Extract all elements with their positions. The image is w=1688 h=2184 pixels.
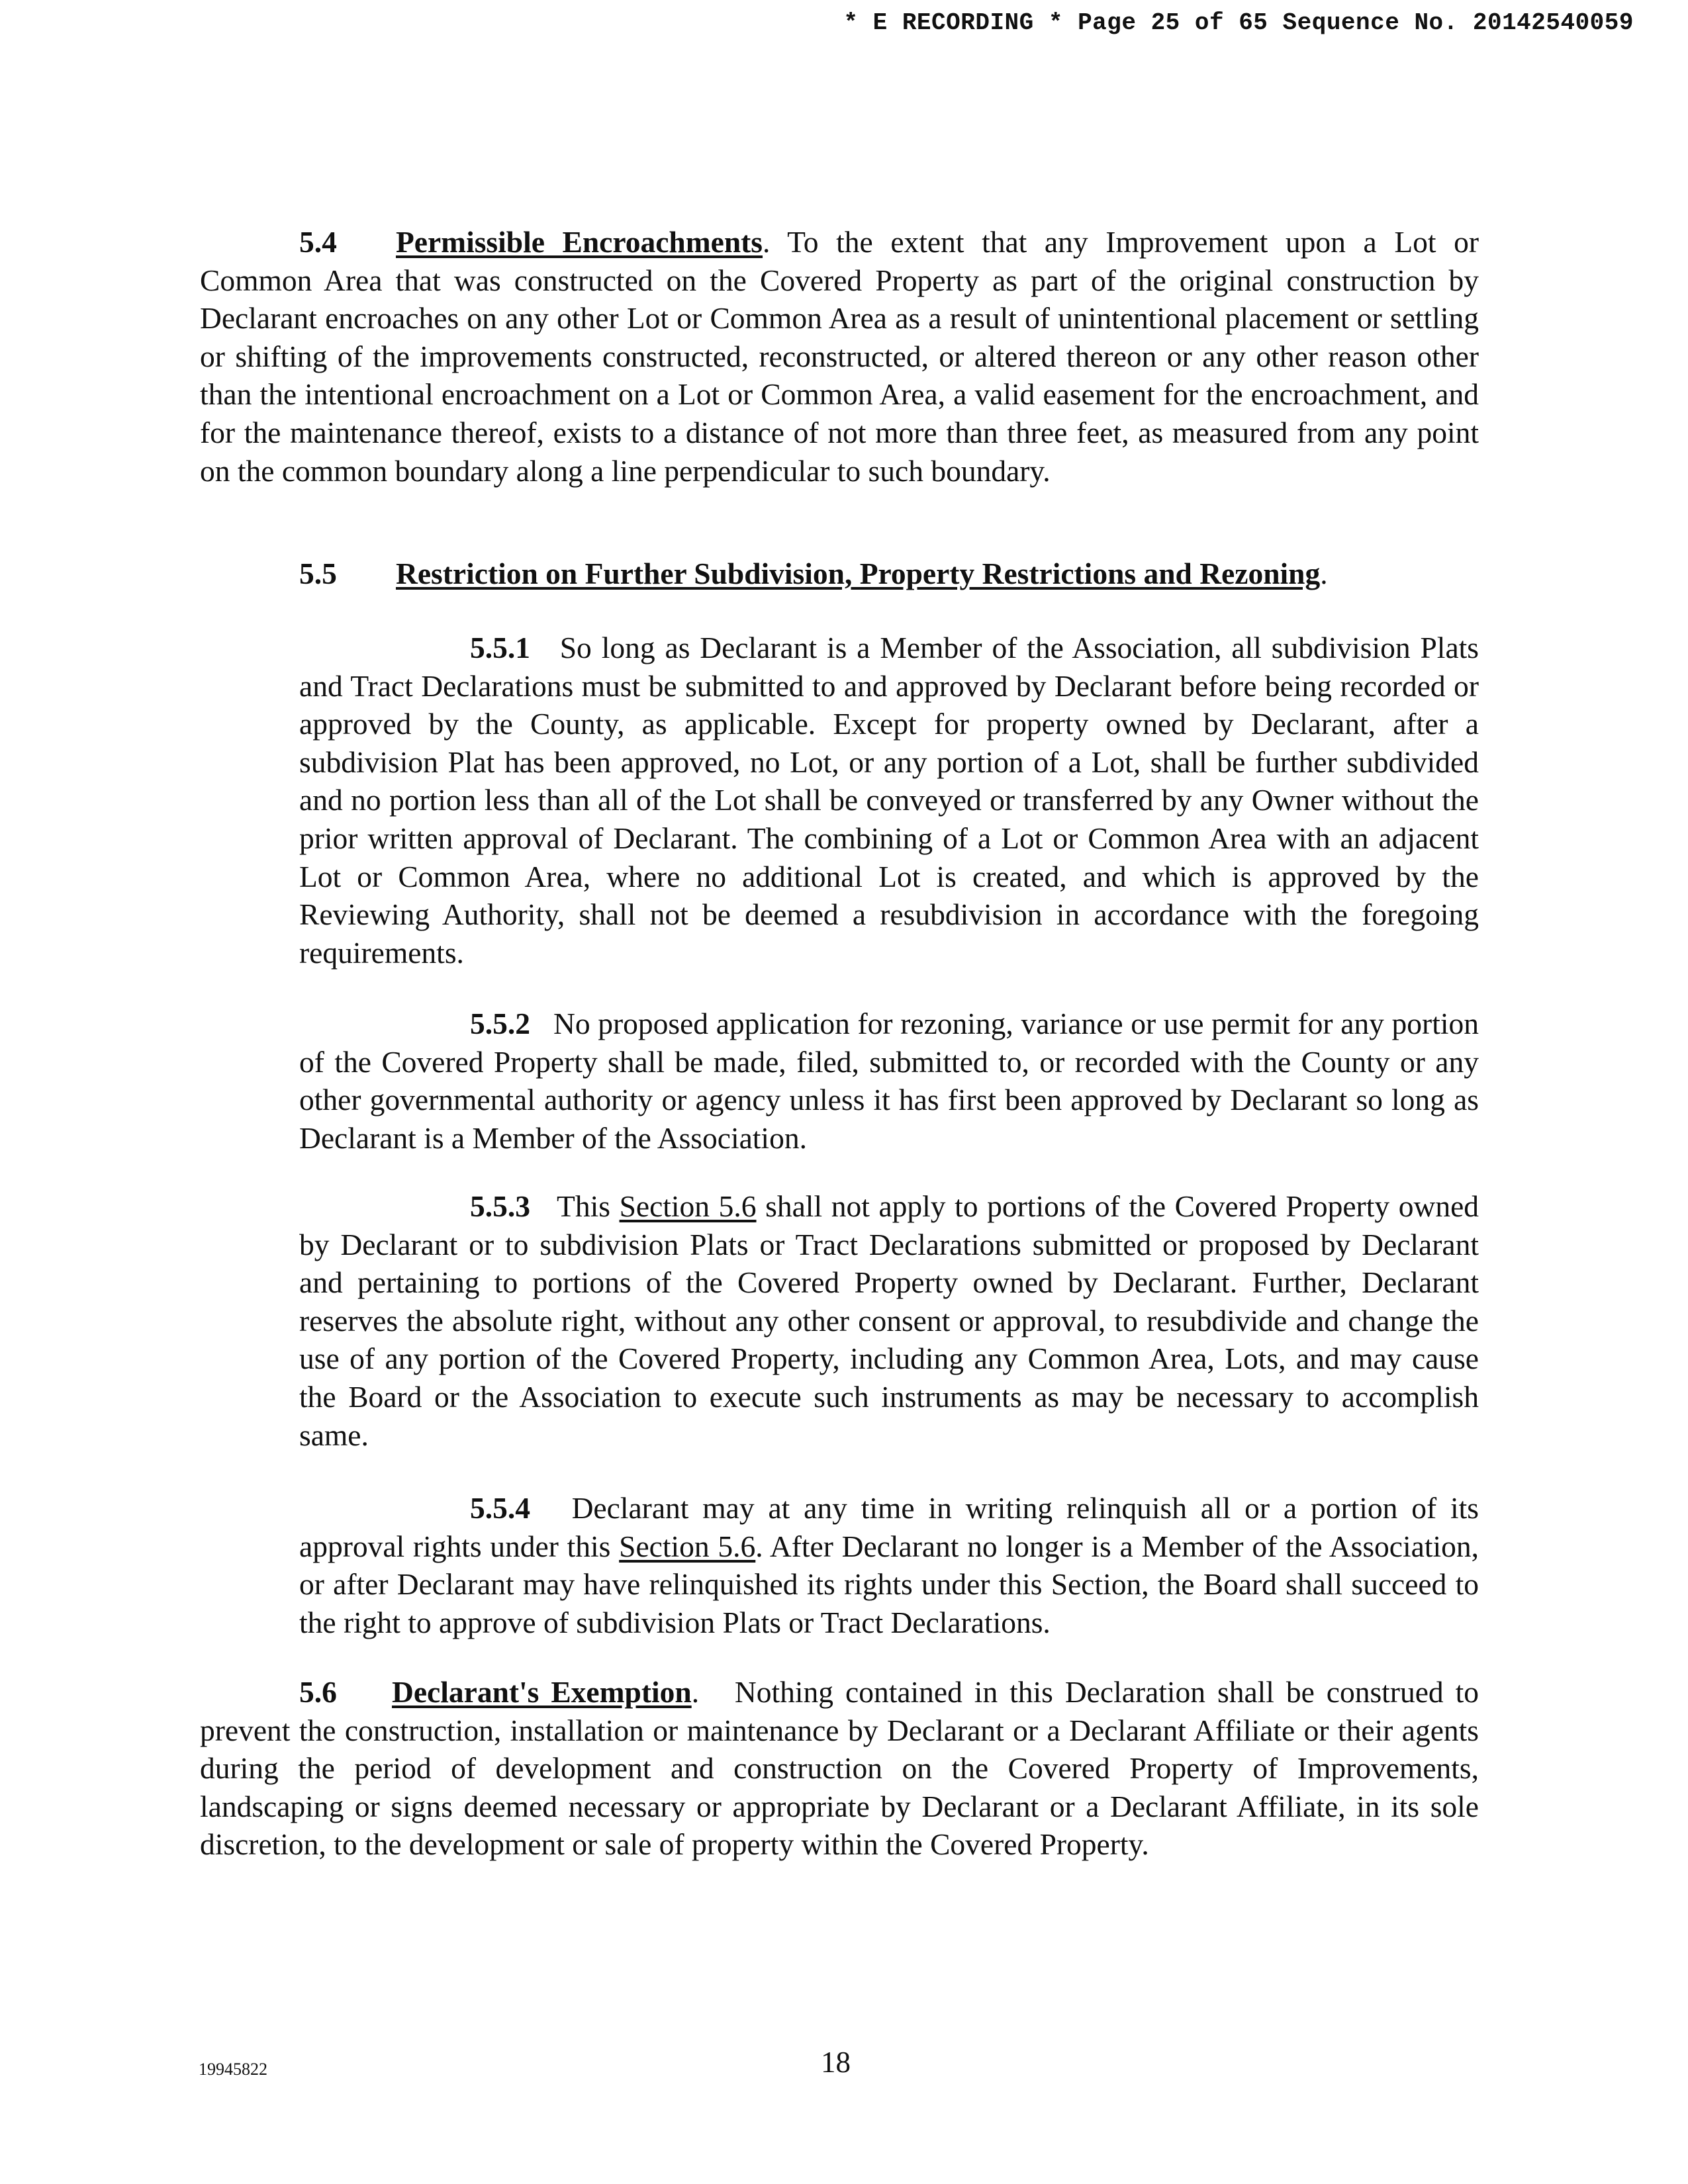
section-number: 5.5 — [299, 557, 337, 590]
section-5-5 — [200, 555, 1479, 593]
section-title: Declarant's Exemption — [392, 1675, 692, 1709]
section-text-before: Declarant may at any time in writing relinquish all or a portion of its approval rights under this — [299, 1491, 1479, 1563]
section-text: No proposed application for rezoning, variance or use permit for any portion of the Covered Property shall be made, filed, submitted to, or recorded with the County or any other governmental authority or agency unless it has first been approved by Declarant so long as Declarant is a Member of the Association. — [299, 1007, 1479, 1155]
title-period: . — [1320, 557, 1328, 590]
page-number: 18 — [821, 2046, 851, 2079]
section-5-5-2 — [299, 1005, 1479, 1157]
recording-header: * E RECORDING * Page 25 of 65 Sequence No. 20142540059 — [843, 9, 1634, 36]
section-number: 5.5.2 — [470, 1007, 530, 1040]
section-number: 5.5.3 — [470, 1189, 530, 1223]
section-text: So long as Declarant is a Member of the Association, all subdivision Plats and Tract Declarations must be submitted to and approved by Declarant before being recorded or approved by the County, as applicable. Except for property owned by Declarant, after a subdivision Plat has been approved, no Lot, or any portion of a Lot, shall be further subdivided and no portion less than all of the Lot shall be conveyed or transferred by any Owner without the prior written approval of Declarant. The combining of a Lot or Common Area with an adjacent Lot or Common Area, where no additional Lot is created, and which is approved by the Reviewing Authority, shall not be deemed a resubdivision in accordance with the foregoing requirements. — [299, 631, 1479, 970]
section-number: 5.4 — [299, 225, 337, 259]
title-period: . — [691, 1675, 700, 1709]
section-title: Restriction on Further Subdivision, Property Restrictions and Rezoning — [396, 557, 1321, 590]
section-number: 5.5.1 — [470, 631, 530, 664]
section-reference-link: Section 5.6 — [619, 1189, 757, 1223]
section-number: 5.5.4 — [470, 1491, 530, 1525]
section-text: Nothing contained in this Declaration shall be construed to prevent the construction, installation or maintenance by Declarant or a Declarant Affiliate or their agents during the period of development and construction on the Covered Property of Improvements, landscaping or signs deemed necessary or appropriate by Declarant or a Declarant Affiliate, in its sole discretion, to the development or sale of property within the Covered Property. — [200, 1675, 1479, 1862]
section-text-after: . After Declarant no longer is a Member of the Association, or after Declarant may have relinquished its rights under this Section, the Board shall succeed to the right to approve of subdivision Plats or Tract Declarations. — [299, 1529, 1479, 1639]
section-5-5-1 — [299, 629, 1479, 972]
title-period: . — [763, 225, 771, 259]
document-number: 19945822 — [199, 2060, 267, 2079]
section-5-6 — [200, 1673, 1479, 1864]
section-5-5-4 — [299, 1489, 1479, 1641]
section-text: To the extent that any Improvement upon a Lot or Common Area that was constructed on the Covered Property as part of the original construction by Declarant encroaches on any other Lot or Common Area as a result of unintentional placement or settling or shifting of the improvements constructed, reconstructed, or altered thereon or any other reason other than the intentional encroachment on a Lot or Common Area, a valid easement for the encroachment, and for the maintenance thereof, exists to a distance of not more than three feet, as measured from any point on the common boundary along a line perpendicular to such boundary. — [200, 225, 1479, 488]
section-number: 5.6 — [299, 1675, 337, 1709]
section-text-after: shall not apply to portions of the Covered Property owned by Declarant or to subdivision Plats or Tract Declarations submitted or proposed by Declarant and pertaining to portions of the Covered Property owned by Declarant. Further, Declarant reserves the absolute right, without any other consent or approval, to resubdivide and change the use of any portion of the Covered Property, including any Common Area, Lots, and may cause the Board or the Association to execute such instruments as may be necessary to accomplish same. — [299, 1189, 1479, 1452]
section-5-4 — [200, 223, 1479, 490]
section-text-before: This — [557, 1189, 610, 1223]
section-title: Permissible Encroachments — [396, 225, 763, 259]
section-5-5-3 — [299, 1187, 1479, 1454]
section-reference-link: Section 5.6 — [619, 1529, 756, 1563]
